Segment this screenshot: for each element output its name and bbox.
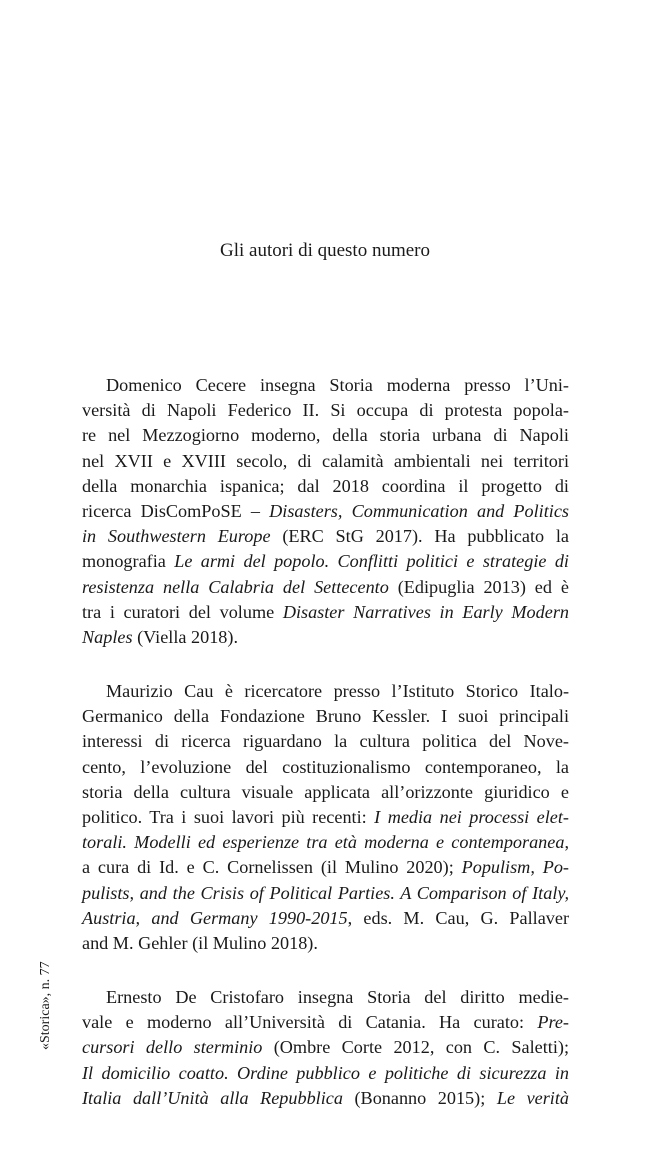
bio-line bbox=[82, 931, 569, 956]
bio-text: , eds. M. Cau, G. Pallaver bbox=[347, 907, 570, 928]
bio-text: (Bonanno 2015); bbox=[342, 1087, 497, 1108]
bio-text: della monarchia ispanica; dal 2018 coordina il progetto di bbox=[82, 475, 569, 496]
bio-text: tra i curatori del volume bbox=[82, 601, 283, 622]
author-bio-cau bbox=[82, 679, 569, 956]
bio-line bbox=[82, 755, 569, 780]
bio-text: versità di Napoli Federico II. Si occupa di protesta popola- bbox=[82, 400, 569, 421]
bio-text: (Edipuglia 2013) ed è bbox=[388, 576, 569, 597]
bio-text: interessi di ricerca riguardano la cultura politica del Nove- bbox=[82, 731, 569, 752]
bio-text: monografia bbox=[82, 551, 175, 572]
bio-text: re nel Mezzogiorno moderno, della storia urbana di Napoli bbox=[82, 425, 569, 446]
bio-text: nel XVII e XVIII secolo, di calamità ambientali nei territori bbox=[82, 450, 569, 471]
bio-text: cento, l’evoluzione del costituzionalismo contemporaneo, la bbox=[82, 756, 569, 777]
bio-italic-title: Disaster Narratives in Early Modern bbox=[282, 601, 569, 622]
bio-italic-title: resistenza nella Calabria del Settecento bbox=[82, 576, 389, 597]
bio-line bbox=[82, 1035, 569, 1060]
bio-text: (Ombre Corte 2012, con C. Saletti); bbox=[262, 1037, 569, 1058]
bio-italic-title: Austria, and Germany 1990-2015 bbox=[82, 907, 348, 928]
bio-line bbox=[82, 499, 569, 524]
bio-line bbox=[82, 524, 569, 549]
bio-italic-title: Le armi del popolo. Conflitti politici e strategie di bbox=[174, 551, 569, 572]
bio-italic-title: pulists, and the Crisis of Political Parties. A Comparison of Italy, bbox=[82, 882, 569, 903]
bio-line bbox=[82, 600, 569, 625]
bio-italic-title: Pre- bbox=[537, 1012, 569, 1033]
bio-line bbox=[82, 474, 569, 499]
page-title: Gli autori di questo numero bbox=[219, 240, 431, 261]
bio-italic-title: Naples bbox=[82, 626, 133, 647]
bio-text: (ERC StG 2017). Ha pubblicato la bbox=[270, 526, 569, 547]
bio-line bbox=[82, 449, 569, 474]
bio-text: vale e moderno all’Università di Catania. Ha curato: bbox=[82, 1012, 538, 1033]
bio-line bbox=[82, 398, 569, 423]
bio-line bbox=[82, 373, 569, 398]
author-bio-de-cristofaro bbox=[82, 985, 569, 1111]
bio-italic-title: Le verità bbox=[496, 1087, 569, 1108]
bio-text: Germanico della Fondazione Bruno Kessler. I suoi principali bbox=[82, 706, 569, 727]
bio-line bbox=[82, 855, 569, 880]
bio-text: storia della cultura visuale applicata all’orizzonte giuridico e bbox=[82, 781, 569, 802]
bio-line bbox=[82, 1086, 569, 1111]
bio-line bbox=[82, 985, 569, 1010]
journal-side-note: «Storica», n. 77 bbox=[38, 961, 53, 1050]
bio-line bbox=[82, 1010, 569, 1035]
bio-line bbox=[82, 575, 569, 600]
bio-text: (Viella 2018). bbox=[132, 626, 239, 647]
bio-line bbox=[82, 830, 569, 855]
bio-line bbox=[82, 1061, 569, 1086]
bio-italic-title: I media nei processi elet- bbox=[374, 806, 569, 827]
bio-text: , bbox=[564, 832, 569, 853]
bio-line bbox=[82, 780, 569, 805]
author-bio-cecere bbox=[82, 373, 569, 650]
bio-text: a cura di Id. e C. Cornelissen (il Mulino 2020); bbox=[82, 857, 462, 878]
bio-line bbox=[82, 729, 569, 754]
bio-line bbox=[82, 549, 569, 574]
bio-line bbox=[82, 881, 569, 906]
bio-line bbox=[82, 679, 569, 704]
bio-line bbox=[82, 704, 569, 729]
bio-text: and M. Gehler (il Mulino 2018). bbox=[82, 932, 318, 953]
bio-text: Ernesto De Cristofaro insegna Storia del diritto medie- bbox=[106, 987, 569, 1007]
bio-line bbox=[82, 906, 569, 931]
bio-text: Maurizio Cau è ricercatore presso l’Istituto Storico Italo- bbox=[106, 681, 569, 701]
bio-italic-title: Il domicilio coatto. Ordine pubblico e politiche di sicurezza in bbox=[82, 1062, 569, 1083]
bio-italic-title: torali. Modelli ed esperienze tra età moderna e contemporanea bbox=[82, 832, 565, 853]
bio-italic-title: in Southwestern Europe bbox=[82, 526, 271, 547]
bio-text: politico. Tra i suoi lavori più recenti: bbox=[82, 806, 375, 827]
bio-text: Domenico Cecere insegna Storia moderna presso l’Uni- bbox=[106, 375, 569, 395]
bio-italic-title: Disasters, Communication and Politics bbox=[269, 500, 569, 521]
bio-italic-title: cursori dello sterminio bbox=[82, 1037, 263, 1058]
bio-line bbox=[82, 423, 569, 448]
bio-line bbox=[82, 625, 569, 650]
bio-italic-title: Italia dall’Unità alla Repubblica bbox=[82, 1087, 343, 1108]
bio-text: ricerca DisComPoSE – bbox=[82, 500, 270, 521]
bio-italic-title: Populism, Po- bbox=[461, 857, 569, 878]
bio-line bbox=[82, 805, 569, 830]
